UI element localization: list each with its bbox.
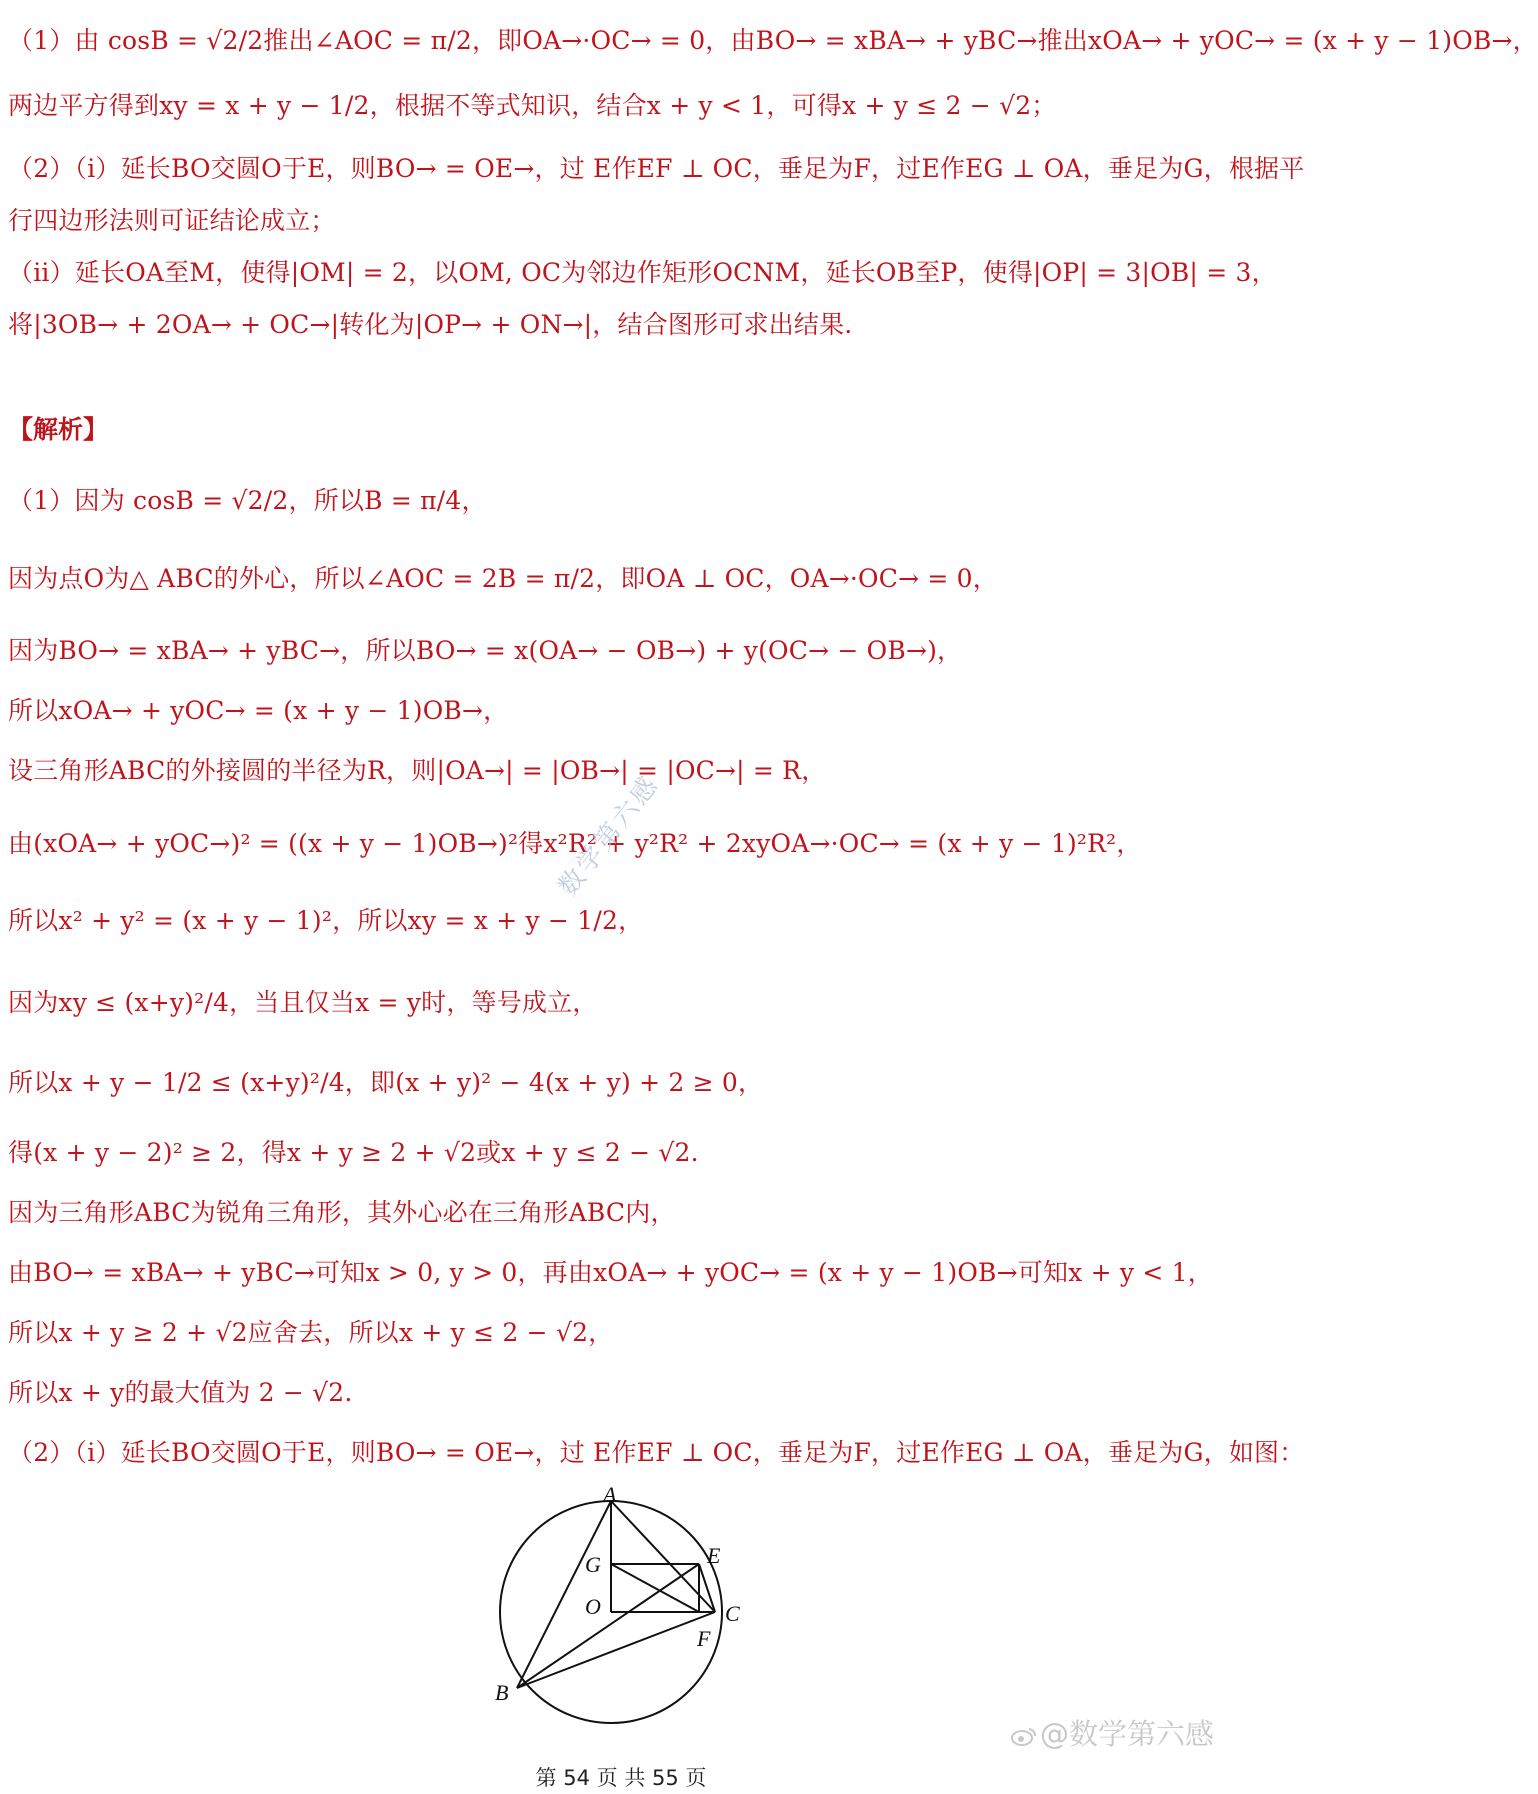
label-e: E xyxy=(707,1543,721,1568)
solution-line-7: 所以x² + y² = (x + y − 1)²，所以xy = x + y − 1/2， xyxy=(8,906,644,935)
solution-line-2: 因为点O为△ ABC的外心，所以∠AOC = 2B = π/2，即OA ⊥ OC，OA→·OC→ = 0， xyxy=(8,564,998,593)
solution-line-1: （1）因为 cosB = √2/2，所以B = π/4， xyxy=(8,486,487,515)
segment-gf xyxy=(611,1564,699,1612)
solution-line-6: 由(xOA→ + yOC→)² = ((x + y − 1)OB→)²得x²R² + y²R² + 2xyOA→·OC→ = (x + y − 1)²R²， xyxy=(8,829,1142,858)
solution-line-11: 因为三角形ABC为锐角三角形，其外心必在三角形ABC内， xyxy=(8,1198,676,1227)
segment-be xyxy=(517,1564,699,1688)
diagonal-watermark: 数学第六感 xyxy=(552,769,666,903)
solution-line-13: 所以x + y ≥ 2 + √2应舍去，所以x + y ≤ 2 − √2， xyxy=(8,1318,614,1347)
solution-line-8: 因为xy ≤ (x+y)²/4，当且仅当x = y时，等号成立， xyxy=(8,988,598,1017)
label-g: G xyxy=(585,1552,601,1577)
solution-line-9: 所以x + y − 1/2 ≤ (x+y)²/4，即(x + y)² − 4(x + y) + 2 ≥ 0， xyxy=(8,1068,764,1097)
solution-line-4: 所以xOA→ + yOC→ = (x + y − 1)OB→， xyxy=(8,696,509,725)
hint-line-6: 将|3OB→ + 2OA→ + OC→|转化为|OP→ + ON→|，结合图形可求出结果. xyxy=(8,310,853,339)
weibo-logo-icon xyxy=(1010,1725,1038,1747)
solution-line-12: 由BO→ = xBA→ + yBC→可知x > 0, y > 0，再由xOA→ + yOC→ = (x + y − 1)OB→可知x + y < 1， xyxy=(8,1258,1213,1287)
hint-line-1: （1）由 cosB = √2/2推出∠AOC = π/2，即OA→·OC→ = 0，由BO→ = xBA→ + yBC→推出xOA→ + yOC→ = (x + y − 1)OB→， xyxy=(8,26,1538,55)
corner-watermark-text: @数学第六感 xyxy=(1039,1717,1214,1751)
label-c: C xyxy=(725,1601,740,1626)
label-o: O xyxy=(585,1594,601,1619)
solution-line-14: 所以x + y的最大值为 2 − √2. xyxy=(8,1378,353,1407)
page-footer: 第 54 页 共 55 页 xyxy=(535,1766,707,1790)
solution-line-10: 得(x + y − 2)² ≥ 2，得x + y ≥ 2 + √2或x + y ≤ 2 − √2. xyxy=(8,1138,699,1167)
label-f: F xyxy=(697,1626,711,1651)
solution-line-15: （2）（i）延长BO交圆O于E，则BO→ = OE→，过 E作EF ⊥ OC，垂足为F，过E作EG ⊥ OA，垂足为G，如图： xyxy=(8,1438,1305,1467)
hint-line-4: 行四边形法则可证结论成立； xyxy=(8,206,336,235)
hint-line-5: （ii）延长OA至M，使得|OM| = 2，以OM, OC为邻边作矩形OCNM，延长OB至P，使得|OP| = 3|OB| = 3， xyxy=(8,258,1277,287)
hint-line-2: 两边平方得到xy = x + y − 1/2，根据不等式知识，结合x + y < 1，可得x + y ≤ 2 − √2； xyxy=(8,91,1057,120)
label-b: B xyxy=(495,1680,509,1705)
solution-line-5: 设三角形ABC的外接圆的半径为R，则|OA→| = |OB→| = |OC→| = R， xyxy=(8,756,827,785)
circle-diagram xyxy=(485,1482,765,1728)
solution-line-3: 因为BO→ = xBA→ + yBC→，所以BO→ = x(OA→ − OB→) + y(OC→ − OB→)， xyxy=(8,636,963,665)
segment-bc xyxy=(517,1612,715,1688)
corner-watermark xyxy=(1010,1712,1214,1753)
label-a: A xyxy=(603,1482,617,1507)
section-heading: 【解析】 xyxy=(8,415,109,444)
hint-line-3: （2）（i）延长BO交圆O于E，则BO→ = OE→，过 E作EF ⊥ OC，垂足为F，过E作EG ⊥ OA，垂足为G，根据平 xyxy=(8,154,1305,183)
